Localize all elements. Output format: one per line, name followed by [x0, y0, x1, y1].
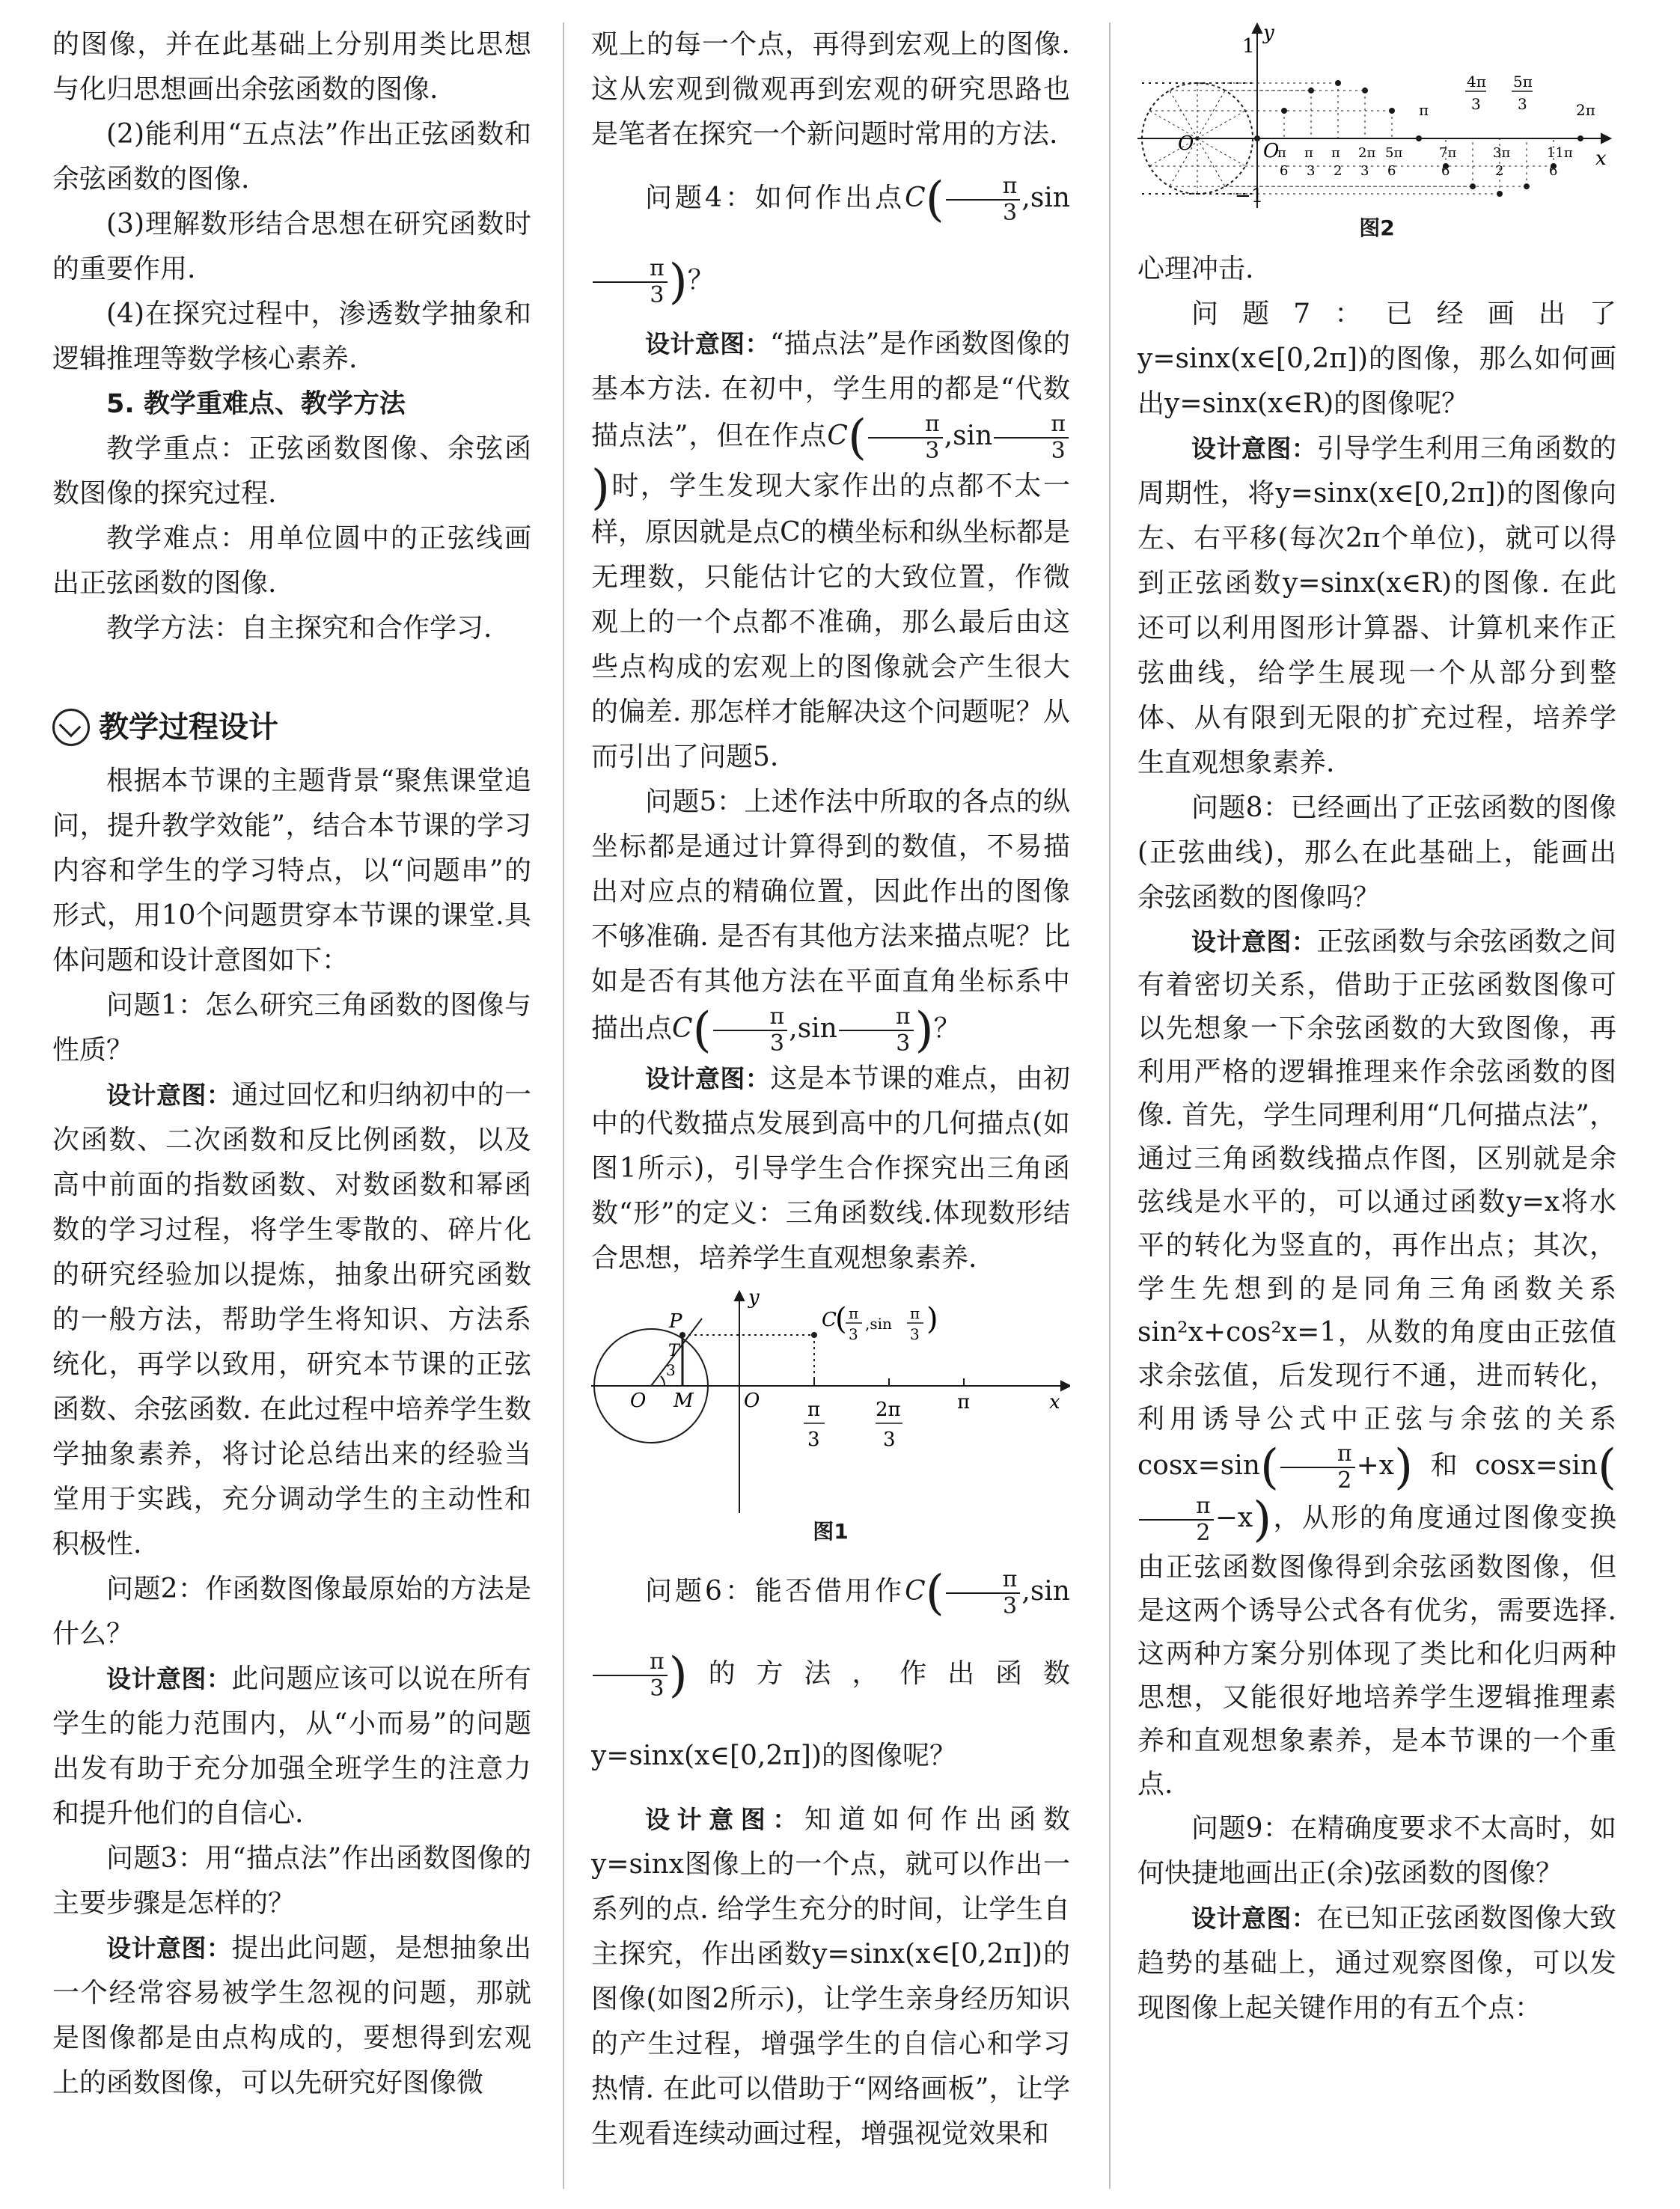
paragraph: 心理冲击.	[1137, 254, 1254, 284]
question-text: 问题4：如何作出点	[645, 183, 905, 213]
tick-den: 3	[1471, 95, 1481, 113]
design-intent-6	[591, 1797, 1070, 2157]
denominator: 3	[1051, 438, 1066, 464]
fraction-den: 3	[910, 1325, 920, 1343]
numerator: π	[839, 1004, 914, 1031]
denominator: 3	[896, 1030, 911, 1057]
origin-label: O	[630, 1390, 647, 1412]
math-text: ,sin	[1021, 183, 1070, 213]
design-intent-7	[1137, 427, 1616, 786]
paren: )	[926, 1302, 938, 1336]
design-intent-text: ，从形的角度通过图像变换由正弦函数图像得到余弦函数图像，但是这两个诱导公式各有优劣，需要选择. 这两种方案分别体现了类比和化归两种思想，又能很好地培养学生逻辑推理素养和直观想象素养，是本节课的一个重点.	[1137, 1503, 1616, 1800]
angle-label: 3	[666, 1361, 676, 1379]
question-text: 问题5：上述作法中所取的各点的纵坐标都是通过计算得到的数值，不易描出对应点的精确位置，因此作出的图像不够准确. 是否有其他方法来描点呢？比如是否有其他方法在平面直角坐标系中描出点	[591, 786, 1070, 1044]
question-5	[591, 780, 1070, 1057]
denominator: 3	[650, 1675, 665, 1702]
design-intent-label: 设计意图：	[1191, 1904, 1317, 1933]
x-label: x	[1049, 1391, 1060, 1414]
point-M-label: M	[673, 1390, 694, 1412]
y-arrow-icon	[1253, 24, 1262, 33]
objective-2: (2)能利用“五点法”作出正弦函数和余弦函数的图像.	[52, 119, 531, 195]
tick-num: π	[1331, 145, 1340, 161]
question-1: 问题1：怎么研究三角函数的图像与性质？	[52, 990, 531, 1066]
y-arrow-icon	[735, 1292, 744, 1301]
design-intent-text: 时，学生发现大家作出的点都不太一样，原因就是点C的横坐标和纵坐标都是无理数，只能估计它的大致位置，作微观上的一个点都不准确，那么最后由这些点构成的宏观上的图像就会产生很大的偏差. 那怎样才能解决这个问题呢？从而引出了问题5.	[591, 471, 1070, 772]
design-intent-5	[591, 1057, 1070, 1281]
angle-arc	[661, 1376, 665, 1386]
math-text: ,sin	[865, 1315, 892, 1333]
paren: )	[1394, 1440, 1414, 1495]
paren: (	[1598, 1440, 1616, 1495]
paren: (	[692, 1003, 712, 1058]
design-intent-text: 正弦函数与余弦函数之间有着密切关系，借助于正弦函数图像可以先想象一下余弦函数的大致图像，再利用严格的逻辑推理来作余弦函数的图像. 首先，学生同理利用“几何描点法”，通过三角函数线描点作图，区别就是余弦线是水平的，可以通过函数y=x将水平的转化为竖直的，再作出点；其次，学生先想到的是同角三角函数关系sin²x+cos²x=1，从数的角度由正弦值求余弦值，后发现行不通，进而转化，利用诱导公式中正弦与余弦的关系cosx=sin	[1137, 926, 1616, 1481]
numerator: π	[1139, 1494, 1214, 1521]
paren: (	[925, 1565, 944, 1621]
math-symbol: C	[905, 183, 926, 213]
design-intent-text: 在已知正弦函数图像大致趋势的基础上，通过观察图像，可以发现图像上起关键作用的有五个点：	[1137, 1903, 1616, 2023]
x-arrow-icon	[1061, 1381, 1070, 1390]
numerator: π	[946, 1567, 1021, 1594]
design-intent-label: 设计意图：	[106, 1664, 232, 1693]
origin-label: O	[1263, 140, 1280, 162]
tick-label: π	[957, 1391, 971, 1414]
design-intent-label: 设计意图：	[645, 1064, 771, 1093]
question-4	[591, 157, 1070, 322]
sine-point	[1254, 135, 1260, 141]
tick-num: 4π	[1467, 73, 1486, 91]
paragraph: 观上的每一个点，再得到宏观上的图像. 这从宏观到微观再到宏观的研究思路也是笔者在探究一个新问题时常用的方法.	[591, 29, 1070, 150]
tick-num: 11π	[1547, 145, 1573, 161]
numerator: π	[593, 256, 668, 283]
paragraph: 的图像，并在此基础上分别用类比思想与化归思想画出余弦函数的图像.	[52, 29, 531, 105]
fraction	[946, 174, 1021, 226]
sine-point	[1577, 135, 1583, 141]
design-intent-9	[1137, 1896, 1616, 2031]
tick-den: 2	[1495, 163, 1504, 179]
tick-den: 3	[883, 1429, 896, 1451]
fraction	[713, 1004, 788, 1057]
origin-label: O	[744, 1390, 760, 1412]
tick-num: 2π	[876, 1399, 901, 1421]
math-text: ,sin	[1021, 1576, 1070, 1607]
question-6	[591, 1550, 1070, 1797]
math-text: ,sin	[789, 1013, 837, 1044]
question-text: 的方法，作出函数y=sinx(x∈[0,2π])的图像呢？	[591, 1658, 1070, 1771]
paren: )	[668, 1648, 688, 1703]
sine-point	[1416, 135, 1422, 141]
paren: (	[835, 1302, 847, 1336]
numerator: π	[1280, 1441, 1355, 1468]
tick-num: 7π	[1439, 145, 1457, 161]
tick-num: π	[807, 1399, 821, 1421]
circle-spoke	[1170, 91, 1197, 138]
down-arrow-circle-icon	[52, 709, 90, 746]
paren: (	[1259, 1440, 1279, 1495]
point-C	[811, 1332, 817, 1338]
objective-3: (3)理解数形结合思想在研究函数时的重要作用.	[52, 209, 531, 284]
section-title: 教学过程设计	[99, 710, 278, 745]
y-label: y	[748, 1289, 760, 1309]
paren: )	[914, 1003, 934, 1058]
question-3: 问题3：用“描点法”作出函数图像的主要步骤是怎样的？	[52, 1843, 531, 1919]
tick-den: 6	[1387, 163, 1396, 179]
column-1	[52, 22, 531, 2106]
x-label: x	[1595, 147, 1607, 170]
y-label: y	[1263, 22, 1274, 44]
point-T-label: T	[668, 1342, 679, 1360]
design-intent-2	[52, 1657, 531, 1836]
design-intent-text: 和cosx=sin	[1413, 1450, 1598, 1481]
circle-center-label: O	[1178, 132, 1194, 155]
tick-den: 3	[1307, 163, 1316, 179]
design-intent-text: 知道如何作出函数y=sinx图像上的一个点，就可以作出一系列的点. 给学生充分的时间，让学生自主探究，作出函数y=sinx(x∈[0,2π])的图像(如图2所示)，让学生亲身经历知识的产生过程，增强学生的自信心和学习热情. 在此可以借助于“网络画板”，让学生观看连续动画过程，增强视觉效果和	[591, 1804, 1070, 2149]
design-intent-text: “描点法”是作函数图像的基本方法. 在初中，学生用的都是“代数描点法”，但在作点	[591, 329, 1071, 451]
fraction-num: π	[849, 1304, 859, 1322]
teaching-method: 教学方法：自主探究和合作学习.	[106, 613, 492, 644]
question-7: 问题7：已经画出了y=sinx(x∈[0,2π])的图像，那么如何画出y=sinx(x∈R)的图像呢？	[1137, 299, 1616, 419]
paren: )	[668, 254, 688, 310]
column-divider-2	[1109, 22, 1111, 2189]
design-intent-label: 设计意图：	[645, 1805, 804, 1834]
design-intent-label: 设计意图：	[106, 1081, 232, 1110]
numerator: π	[946, 174, 1021, 201]
denominator: 3	[925, 438, 940, 464]
tick-den: 2	[1334, 163, 1343, 179]
x-arrow-icon	[1601, 134, 1610, 143]
fraction	[1139, 1494, 1214, 1546]
point-P	[679, 1332, 685, 1338]
teaching-difficulty: 教学难点：用单位圆中的正弦线画出正弦函数的图像.	[52, 523, 531, 599]
numerator: π	[713, 1004, 788, 1031]
fraction	[1280, 1441, 1355, 1494]
tick-num: 5π	[1385, 145, 1403, 161]
tick-den: 3	[1360, 163, 1369, 179]
math-symbol: C	[672, 1013, 693, 1044]
paren: (	[925, 172, 944, 227]
fraction	[868, 412, 943, 464]
design-intent-text: 引导学生利用三角函数的周期性，将y=sinx(x∈[0,2π])的图像向左、右平移(每次2π个单位)，就可以得到正弦函数y=sinx(x∈R)的图像. 在此还可以利用图形计算器、计算机来作正弦曲线，给学生展现一个从部分到整体、从有限到无限的扩充过程，培养学生直观想象素养.	[1137, 433, 1616, 778]
design-intent-text: 此问题应该可以说在所有学生的能力范围内，从“小而易”的问题出发有助于充分加强全班学生的注意力和提升他们的自信心.	[52, 1663, 531, 1829]
denominator: 3	[650, 282, 665, 308]
denominator: 3	[1002, 200, 1018, 226]
paren: (	[847, 410, 867, 465]
question-text: 问题6：能否借用作	[645, 1576, 905, 1607]
denominator: 3	[1002, 1593, 1018, 1619]
denominator: 3	[769, 1030, 784, 1057]
figure-2	[1137, 22, 1616, 210]
y-tick-neg1: −1	[1235, 185, 1264, 207]
math-symbol: C	[827, 421, 848, 451]
circle-spoke	[1197, 91, 1225, 138]
design-intent-text: 提出此问题，是想抽象出一个经常容易被学生忽视的问题，那就是图像都是由点构成的，要想得到宏观上的函数图像，可以先研究好图像微	[52, 1933, 531, 2098]
fraction	[994, 412, 1069, 464]
math-text: −x	[1215, 1503, 1253, 1533]
tick-den: 6	[1549, 163, 1558, 179]
design-intent-label: 设计意图：	[106, 1934, 232, 1963]
fraction-den: 3	[849, 1325, 858, 1343]
question-text: ？	[687, 265, 715, 296]
paren: )	[1253, 1492, 1272, 1547]
denominator: 2	[1337, 1467, 1352, 1494]
math-text: +x	[1356, 1450, 1395, 1481]
circle-spoke	[1197, 111, 1245, 138]
question-2: 问题2：作函数图像最原始的方法是什么？	[52, 1574, 531, 1649]
design-intent-text: 这是本节课的难点，由初中的代数描点发展到高中的几何描点(如图1所示)，引导学生合作探究出三角函数“形”的定义：三角函数线.体现数形结合思想，培养学生直观想象素养.	[591, 1063, 1070, 1274]
design-intent-3	[52, 1926, 531, 2106]
tick-num: π	[1304, 145, 1313, 161]
design-intent-text: 通过回忆和归纳初中的一次函数、二次函数和反比例函数，以及高中前面的指数函数、对数函数和幂函数的学习过程，将学生零散的、碎片化的研究经验加以提炼，抽象出研究函数的一般方法，帮助学生将知识、方法系统化，再学以致用，研究本节课的正弦函数、余弦函数. 在此过程中培养学生数学抽象素养，将讨论总结出来的经验当堂用于实践，充分调动学生的主动性和积极性.	[52, 1080, 531, 1559]
teaching-focus: 教学重点：正弦函数图像、余弦函数图像的探究过程.	[52, 433, 531, 509]
tick-num: π	[1277, 145, 1286, 161]
column-3	[1137, 22, 1616, 2031]
paren: )	[591, 460, 610, 516]
column-2	[591, 22, 1070, 2157]
design-intent-label: 设计意图：	[1191, 927, 1317, 956]
tick-den: 6	[1280, 163, 1289, 179]
fraction	[946, 1567, 1021, 1619]
fraction	[593, 256, 668, 308]
design-intent-label: 设计意图：	[1191, 434, 1317, 463]
y-tick-1: 1	[1242, 35, 1255, 58]
paragraph: 根据本节课的主题背景“聚焦课堂追问，提升教学效能”，结合本节课的学习内容和学生的学习特点，以“问题串”的形式，用10个问题贯穿本节课的课堂.具体问题和设计意图如下：	[52, 766, 531, 976]
math-text: ,sin	[944, 421, 993, 451]
figure-1	[591, 1289, 1070, 1513]
tick-label: 2π	[1576, 101, 1595, 119]
subsection-heading: 5. 教学重难点、教学方法	[106, 389, 406, 419]
tick-num: 2π	[1358, 145, 1376, 161]
tick-den: 3	[807, 1429, 820, 1451]
design-intent-8	[1137, 920, 1616, 1806]
design-intent-label: 设计意图：	[645, 329, 770, 358]
design-intent-1	[52, 1073, 531, 1567]
objective-4: (4)在探究过程中，渗透数学抽象和逻辑推理等数学核心素养.	[52, 299, 531, 374]
tick-den: 6	[1441, 163, 1450, 179]
question-9: 问题9：在精确度要求不太高时，如何快捷地画出正(余)弦函数的图像？	[1137, 1813, 1616, 1889]
tick-num: 3π	[1493, 145, 1511, 161]
figure-1-caption: 图1	[813, 1519, 849, 1544]
question-text: ？	[933, 1013, 961, 1044]
column-divider-1	[563, 22, 564, 2189]
section-heading	[52, 705, 531, 750]
circle-spoke	[1197, 138, 1245, 166]
figure-2-caption: 图2	[1359, 216, 1395, 240]
design-intent-4	[591, 322, 1070, 780]
numerator: π	[994, 412, 1069, 439]
fraction	[839, 1004, 914, 1057]
numerator: π	[593, 1649, 668, 1676]
math-symbol: C	[905, 1576, 926, 1607]
pi-label: π	[1419, 101, 1429, 119]
denominator: 2	[1196, 1520, 1211, 1546]
tick-den: 3	[1518, 95, 1527, 113]
fraction	[593, 1649, 668, 1702]
tick-num: 5π	[1513, 73, 1533, 91]
fraction-num: π	[910, 1304, 920, 1322]
question-8: 问题8：已经画出了正弦函数的图像(正弦曲线)，那么在此基础上，能画出余弦函数的图像吗？	[1137, 792, 1616, 913]
point-P-label: P	[669, 1310, 682, 1333]
circle-spoke	[1197, 138, 1225, 186]
numerator: π	[868, 412, 943, 439]
point-C-label: C	[822, 1309, 837, 1331]
